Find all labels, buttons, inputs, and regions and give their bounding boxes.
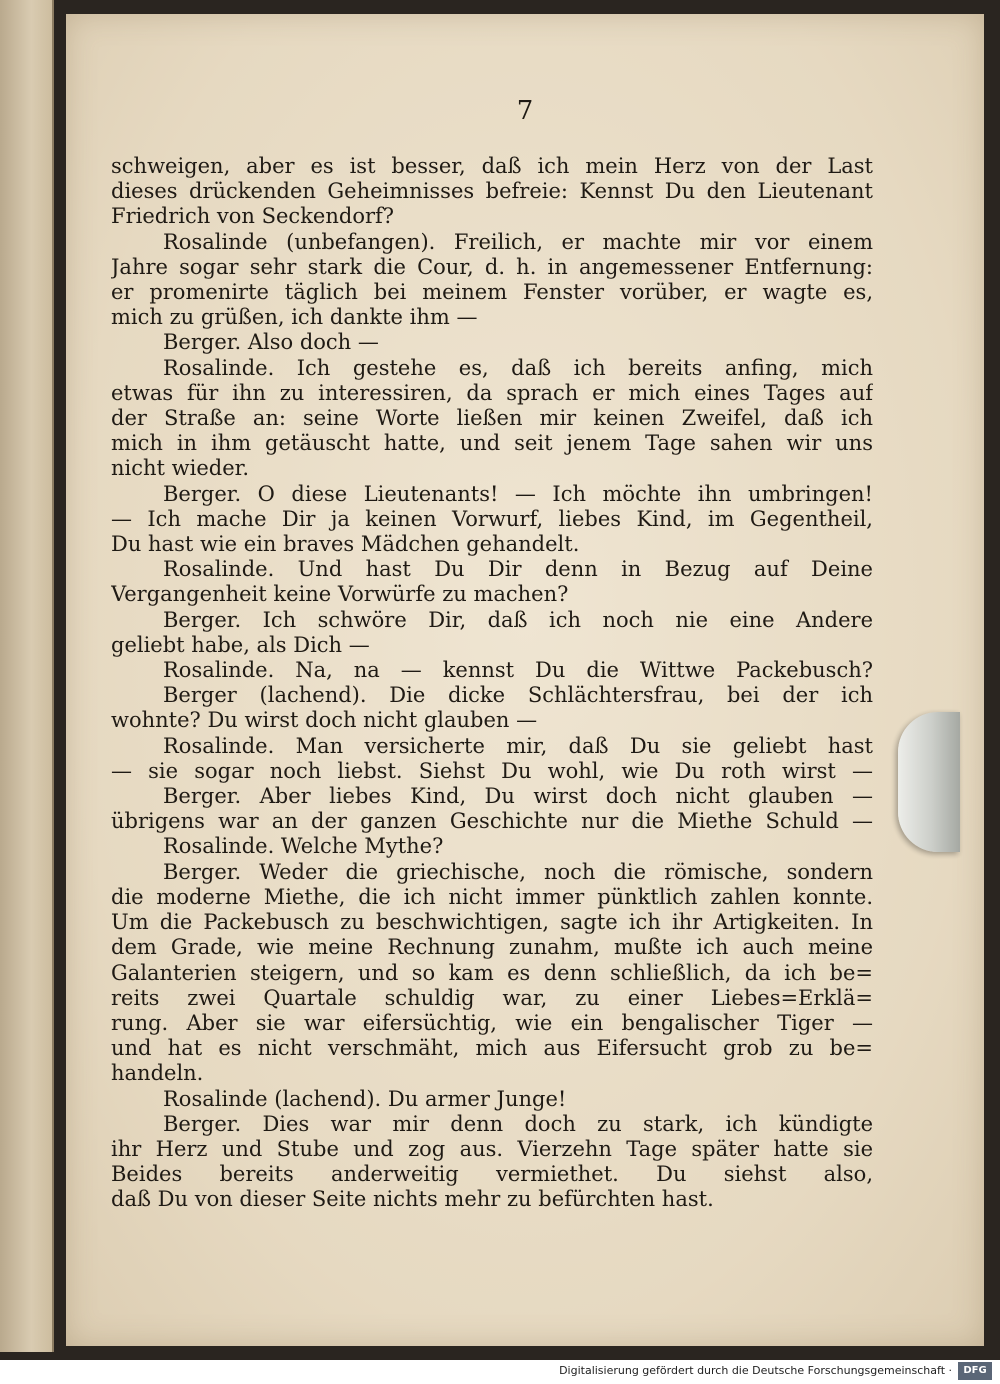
text-line: wohnte? Du wirst doch nicht glauben — [111,708,538,733]
text-line: rung. Aber sie war eifersüchtig, wie ein bengalischer Tiger — [111,1010,873,1035]
text-line: etwas für ihn zu interessiren, da sprach er mich eines Tages auf [111,380,873,405]
text-line: dieses drückenden Geheimnisses befreie: Kennst Du den Lieutenant [111,179,873,204]
text-line: Berger. Ich schwöre Dir, daß ich noch nie eine Andere [163,607,873,632]
funding-credit: Digitalisierung gefördert durch die Deutsche Forschungsgemeinschaft · [559,1364,952,1377]
text-line: Berger. O diese Lieutenants! — Ich möchte ihn umbringen! [163,481,873,506]
text-line: Friedrich von Seckendorf? [111,204,395,229]
text-line: Vergangenheit keine Vorwürfe zu machen? [111,582,569,607]
text-line: übrigens war an der ganzen Geschichte nur die Miethe Schuld — [111,809,873,834]
text-line: und hat es nicht verschmäht, mich aus Eifersucht grob zu be= [111,1036,873,1061]
text-line: mich zu grüßen, ich dankte ihm — [111,305,478,330]
text-line: Rosalinde. Ich gestehe es, daß ich bereits anfing, mich [163,355,873,380]
text-line: Rosalinde. Welche Mythe? [163,834,444,859]
text-line: daß Du von dieser Seite nichts mehr zu befürchten hast. [111,1187,714,1212]
page-text [111,154,873,1213]
text-line: — sie sogar noch liebst. Siehst Du wohl, wie Du roth wirst — [111,758,873,783]
text-line: Rosalinde. Na, na — kennst Du die Wittwe Packebusch? [163,658,873,683]
text-line: Berger. Aber liebes Kind, Du wirst doch nicht glauben — [163,784,873,809]
text-line: die moderne Miethe, die ich nicht immer pünktlich zahlen konnte. [111,884,873,909]
book-page [66,14,984,1346]
text-line: Jahre sogar sehr stark die Cour, d. h. in angemessener Entfernung: [111,254,873,279]
text-line: mich in ihm getäuscht hatte, und seit jenem Tage sahen wir uns [111,431,873,456]
text-line: Berger. Weder die griechische, noch die römische, sondern [163,859,873,884]
text-line: dem Grade, wie meine Rechnung zunahm, mußte ich auch meine [111,935,873,960]
text-line: — Ich mache Dir ja keinen Vorwurf, liebes Kind, im Gegentheil, [111,506,873,531]
text-line: Du hast wie ein braves Mädchen gehandelt. [111,532,580,557]
page-clip [898,712,960,852]
text-line: er promenirte täglich bei meinem Fenster vorüber, er wagte es, [111,280,873,305]
text-line: schweigen, aber es ist besser, daß ich mein Herz von der Last [111,154,873,178]
text-line: handeln. [111,1061,204,1086]
text-line: Beides bereits anderweitig vermiethet. Du siehst also, [111,1162,873,1187]
text-line: Berger. Also doch — [163,330,379,355]
text-line: Rosalinde (unbefangen). Freilich, er machte mir vor einem [163,229,873,254]
page-number: 7 [516,96,534,126]
text-line: Rosalinde (lachend). Du armer Junge! [163,1086,567,1111]
facing-page-edge [0,0,54,1352]
text-line: geliebt habe, als Dich — [111,632,370,657]
text-line: Galanterien steigern, und so kam es denn schließlich, da ich be= [111,960,873,985]
text-line: der Straße an: seine Worte ließen mir keinen Zweifel, daß ich [111,406,873,431]
text-line: Berger (lachend). Die dicke Schlächtersfrau, bei der ich [163,683,873,708]
text-line: Berger. Dies war mir denn doch zu stark, ich kündigte [163,1111,873,1136]
text-line: Rosalinde. Und hast Du Dir denn in Bezug auf Deine [163,557,873,582]
text-line: nicht wieder. [111,456,250,481]
text-line: Um die Packebusch zu beschwichtigen, sagte ich ihr Artigkeiten. In [111,910,873,935]
text-line: Rosalinde. Man versicherte mir, daß Du sie geliebt hast [163,733,873,758]
text-line: ihr Herz und Stube und zog aus. Vierzehn Tage später hatte sie [111,1136,873,1161]
dfg-logo: DFG [958,1362,992,1380]
text-line: reits zwei Quartale schuldig war, zu einer Liebes=Erklä= [111,985,873,1010]
